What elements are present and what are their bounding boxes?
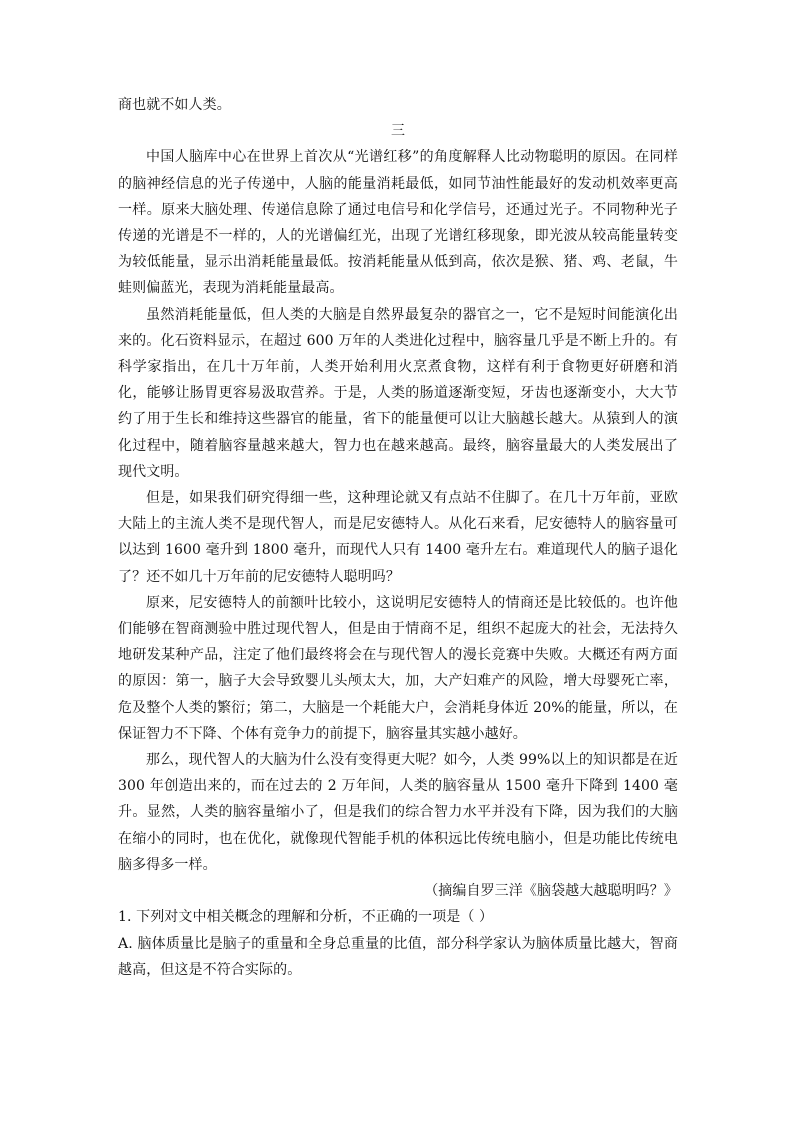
- paragraph-5: 那么，现代智人的大脑为什么没有变得更大呢？如今，人类 99%以上的知识都是在近 300 年创造出来的，而在过去的 2 万年间，人类的脑容量从 1500 毫升下降到 1400 毫升。显然，人类的脑容量缩小了，但是我们的综合智力水平并没有下降，因为我们的大脑在缩小的同时，也在优化，就像现代智能手机的体积远比传统电脑小，但是功能比传统电脑多得多一样。: [118, 752, 678, 873]
- paragraph-4: 原来，尼安德特人的前额叶比较小，这说明尼安德特人的情商还是比较低的。也许他们能够在智商测验中胜过现代智人，但是由于情商不足，组织不起庞大的社会，无法持久地研发某种产品，注定了他们最终将会在与现代智人的漫长竞赛中失败。大概还有两方面的原因：第一，脑子大会导致婴儿头颅太大，加，大产妇难产的风险，增大母婴死亡率，危及整个人类的繁衍；第二，大脑是一个耗能大户，会消耗身体近 20%的能量，所以，在保证智力不下降、个体有竞争力的前提下，脑容量其实越小越好。: [118, 594, 678, 742]
- lead-fragment: 商也就不如人类。: [118, 97, 231, 113]
- section-number: 三: [390, 123, 406, 140]
- question-1: 1. 下列对文中相关概念的理解和分析，不正确的一项是（ ）: [118, 909, 494, 926]
- paragraph-1: 中国人脑库中心在世界上首次从“光谱红移”的角度解释人比动物聪明的原因。在同样的脑神经信息的光子传递中，人脑的能量消耗最低，如同节油性能最好的发动机效率更高一样。原来大脑处理、传递信息除了通过电信号和化学信号，还通过光子。不同物种光子传递的光谱是不一样的，人的光谱偏红光，出现了光谱红移现象，即光波从较高能量转变为较低能量，显示出消耗能量最低。按消耗能量从低到高，依次是猴、猪、鸡、老鼠，牛蛙则偏蓝光，表现为消耗能量最高。: [118, 149, 678, 297]
- paragraph-3: 但是，如果我们研究得细一些，这种理论就又有点站不住脚了。在几十万年前，亚欧大陆上的主流人类不是现代智人，而是尼安德特人。从化石来看，尼安德特人的脑容量可以达到 1600 毫升到 1800 毫升，而现代人只有 1400 毫升左右。难道现代人的脑子退化了？还不如几十万年前的尼安德特人聪明吗？: [118, 490, 678, 585]
- document-body: [118, 92, 678, 983]
- source-note: （摘编自罗三洋《脑袋越大越聪明吗？》: [424, 883, 678, 900]
- option-a: A. 脑体质量比是脑子的重量和全身总重量的比值，部分科学家认为脑体质量比越大，智商越高，但这是不符合实际的。: [118, 935, 678, 978]
- paragraph-2: 虽然消耗能量低，但人类的大脑是自然界最复杂的器官之一，它不是短时间能演化出来的。化石资料显示，在超过 600 万年的人类进化过程中，脑容量几乎是不断上升的。有科学家指出，在几十万年前，人类开始利用火烹煮食物，这样有利于食物更好研磨和消化，能够让肠胃更容易汲取营养。于是，人类的肠道逐渐变短，牙齿也逐渐变小，大大节约了用于生长和维持这些器官的能量，省下的能量便可以让大脑越长越大。从猿到人的演化过程中，随着脑容量越来越大，智力也在越来越高。最终，脑容量最大的人类发展出了现代文明。: [118, 306, 678, 480]
